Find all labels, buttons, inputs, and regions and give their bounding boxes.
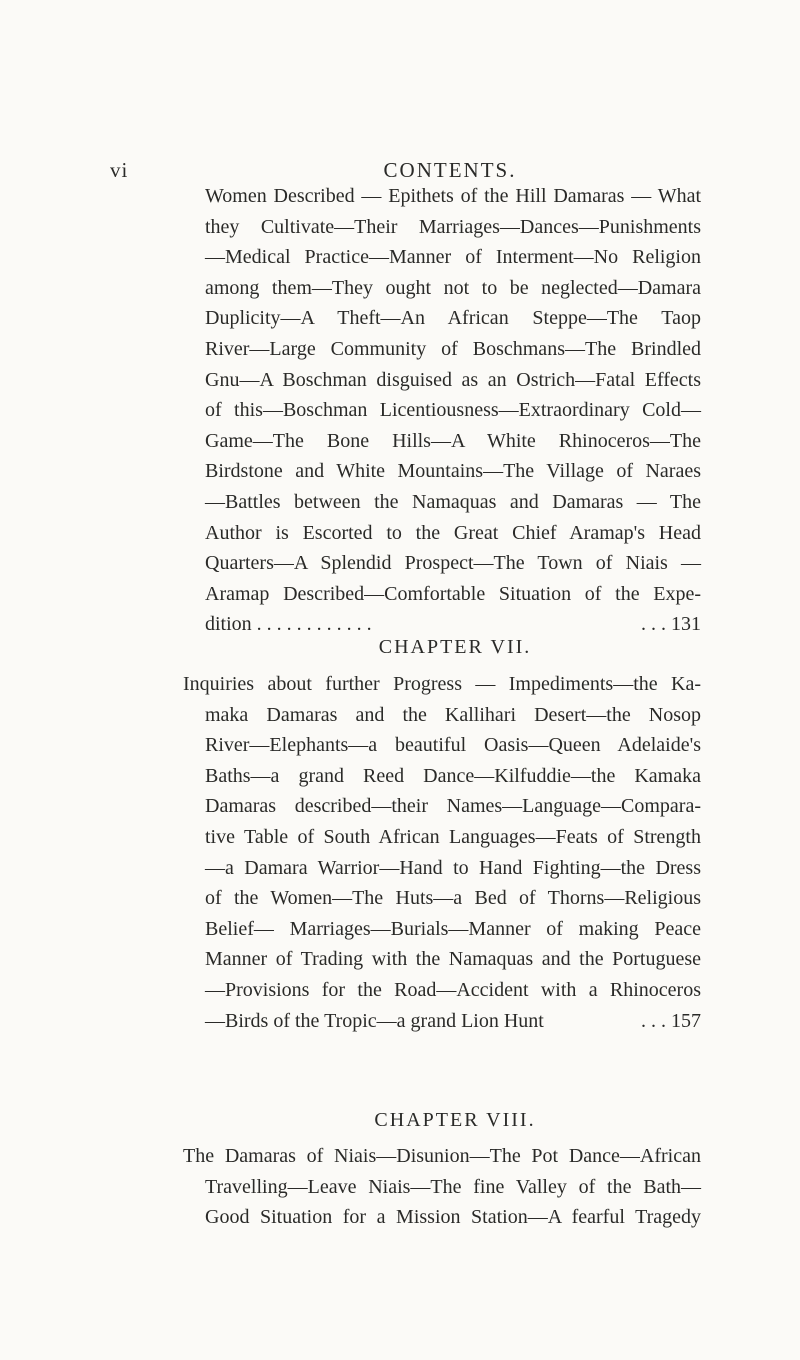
- page-reference: 131: [671, 613, 701, 636]
- text-line: Game—The Bone Hills—A White Rhinoceros—The: [205, 429, 701, 452]
- page-number: vi: [110, 158, 129, 182]
- text-line-with-page-ref: [205, 1006, 701, 1037]
- text-line: Inquiries about further Progress — Impediments—the Ka-: [183, 673, 701, 695]
- text-line: Aramap Described—Comfortable Situation of the Expe-: [205, 582, 701, 605]
- text-line: River—Large Community of Boschmans—The Brindled: [205, 337, 701, 360]
- text-line: of the Women—The Huts—a Bed of Thorns—Religious: [205, 887, 701, 910]
- text-line: Damaras described—their Names—Language—Compara-: [205, 795, 701, 818]
- contents-entry-chapter-6-continued: [205, 181, 701, 640]
- text-line: Good Situation for a Mission Station—A fearful Tragedy: [205, 1206, 701, 1229]
- chapter-heading: CHAPTER VIII.: [374, 1109, 536, 1131]
- text-line: Women Described — Epithets of the Hill Damaras — What: [205, 185, 701, 207]
- chapter-heading: CHAPTER VII.: [378, 636, 532, 658]
- text-line: Author is Escorted to the Great Chief Aramap's Head: [205, 521, 701, 544]
- contents-entry-chapter-8: [183, 1141, 701, 1233]
- text-line: —Medical Practice—Manner of Interment—No Religion: [205, 246, 701, 269]
- text-line: they Cultivate—Their Marriages—Dances—Punishments: [205, 215, 701, 238]
- text-line: —Provisions for the Road—Accident with a Rhinoceros: [205, 978, 701, 1001]
- text-line: Baths—a grand Reed Dance—Kilfuddie—the Kamaka: [205, 764, 701, 787]
- text-line: Travelling—Leave Niais—The fine Valley of the Bath—: [205, 1175, 701, 1198]
- text-line: among them—They ought not to be neglected—Damara: [205, 276, 701, 299]
- running-head: CONTENTS.: [383, 158, 517, 182]
- text-line: of this—Boschman Licentiousness—Extraordinary Cold—: [205, 399, 701, 422]
- text-line: maka Damaras and the Kallihari Desert—the Nosop: [205, 703, 701, 726]
- contents-entry-chapter-7: [183, 669, 701, 1036]
- text-line: Manner of Trading with the Namaquas and the Portuguese: [205, 948, 701, 971]
- entry-tail-text: dition . . . . . . . . . . . .: [205, 613, 372, 636]
- text-line: Duplicity—A Theft—An African Steppe—The Taop: [205, 307, 701, 330]
- text-line: Belief— Marriages—Burials—Manner of making Peace: [205, 917, 701, 940]
- text-line: tive Table of South African Languages—Feats of Strength: [205, 825, 701, 848]
- text-line: —a Damara Warrior—Hand to Hand Fighting—the Dress: [205, 856, 701, 879]
- leader-dots: . . .: [641, 1009, 666, 1032]
- text-line: Gnu—A Boschman disguised as an Ostrich—Fatal Effects: [205, 368, 701, 391]
- text-line: Quarters—A Splendid Prospect—The Town of Niais —: [205, 552, 701, 575]
- text-line: Birdstone and White Mountains—The Village of Naraes: [205, 460, 701, 483]
- text-line: River—Elephants—a beautiful Oasis—Queen Adelaide's: [205, 734, 701, 757]
- page-reference: 157: [671, 1009, 701, 1032]
- text-line: The Damaras of Niais—Disunion—The Pot Dance—African: [183, 1145, 701, 1167]
- page-ref-group: [641, 1006, 701, 1037]
- entry-tail-text: —Birds of the Tropic—a grand Lion Hunt: [205, 1009, 544, 1032]
- text-line: —Battles between the Namaquas and Damaras — The: [205, 490, 701, 513]
- leader-dots: . . .: [641, 613, 666, 636]
